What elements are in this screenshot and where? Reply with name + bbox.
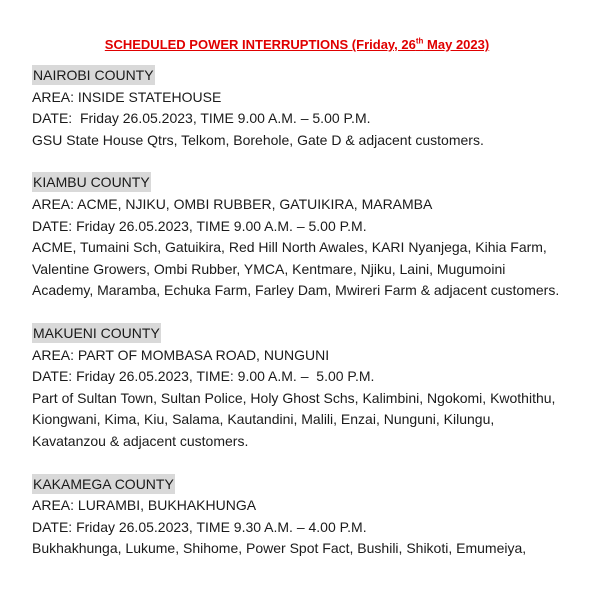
date-line: DATE: Friday 26.05.2023, TIME: 9.00 A.M. – 5.00 P.M. [32, 368, 375, 385]
customers-list: Bukhakhunga, Lukume, Shihome, Power Spot Fact, Bushili, Shikoti, Emumeiya, [32, 540, 527, 557]
county-section-makueni [32, 323, 592, 453]
area-line: AREA: PART OF MOMBASA ROAD, NUNGUNI [32, 346, 330, 363]
area-line: AREA: INSIDE STATEHOUSE [32, 88, 222, 105]
customers-list: Part of Sultan Town, Sultan Police, Holy Ghost Schs, Kalimbini, Ngokomi, Kwothithu, Kiongwani, Kima, Kiu, Salama, Kautandini, Malili, Enzai, Nunguni, Kilungu, Kavatanzou & adjacent customers. [32, 389, 556, 449]
document-page [32, 36, 592, 581]
document-title: SCHEDULED POWER INTERRUPTIONS (Friday, 26th May 2023) [104, 36, 490, 52]
county-section-nairobi [32, 65, 592, 151]
county-section-kiambu [32, 172, 592, 302]
county-name: MAKUENI COUNTY [33, 324, 160, 341]
customers-list: GSU State House Qtrs, Telkom, Borehole, Gate D & adjacent customers. [32, 131, 484, 148]
county-section-kakamega [32, 474, 592, 560]
date-line: DATE: Friday 26.05.2023, TIME 9.30 A.M. – 4.00 P.M. [32, 518, 367, 535]
area-line: AREA: LURAMBI, BUKHAKHUNGA [32, 497, 257, 514]
date-line: DATE: Friday 26.05.2023, TIME 9.00 A.M. – 5.00 P.M. [32, 217, 367, 234]
date-line: DATE: Friday 26.05.2023, TIME 9.00 A.M. – 5.00 P.M. [32, 110, 371, 127]
county-name: KAKAMEGA COUNTY [33, 475, 174, 492]
customers-list: ACME, Tumaini Sch, Gatuikira, Red Hill North Awales, KARI Nyanjega, Kihia Farm, Valentine Growers, Ombi Rubber, YMCA, Kentmare, Njiku, Laini, Mugumoini Academy, Maramba, Echuka Farm, Farley Dam, Mwireri Farm & adjacent customers. [32, 239, 560, 299]
title-superscript: th [415, 36, 424, 46]
county-name: NAIROBI COUNTY [33, 67, 154, 83]
county-name: KIAMBU COUNTY [33, 174, 150, 191]
area-line: AREA: ACME, NJIKU, OMBI RUBBER, GATUIKIRA, MARAMBA [32, 195, 433, 212]
